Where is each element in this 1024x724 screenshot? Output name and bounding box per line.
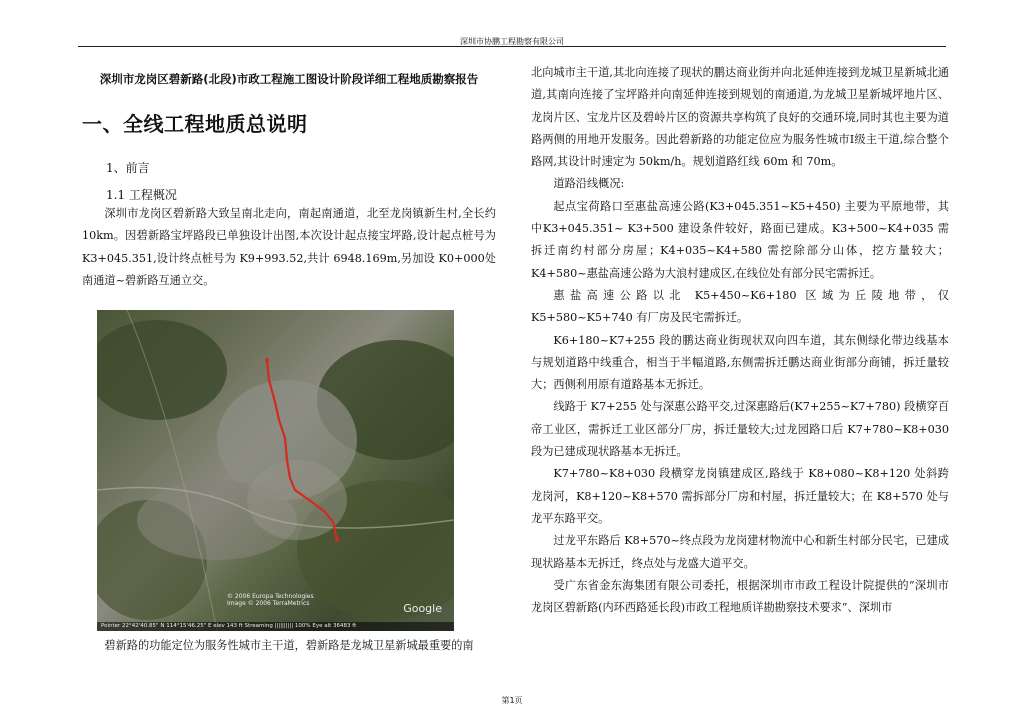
subheading-preface: 1、前言 [106,161,150,175]
paragraph-end-section: 过龙平东路后 K8+570~终点段为龙岗建材物流中心和新生村部分民宅，已建成现状路基本无拆迁，终点处与龙盛大道平交。 [531,534,949,570]
paragraph-overview: 深圳市龙岗区碧新路大致呈南北走向，南起南通道，北至龙岗镇新生村,全长约10km。因碧新路宝坪路段已单独设计出图,本次设计起点接宝坪路,设计起点桩号为 K3+045.351,设计终点桩号为 K9+993.52,共计 6948.169m,另加设 K0+000处南通道~碧新路互通立交。 [82,207,496,287]
header-company: 深圳市协鹏工程勘察有限公司 [460,37,564,46]
paragraph-route-intro: 道路沿线概况: [553,177,625,191]
paragraph-longgang-river: K7+780~K8+030 段横穿龙岗镇建成区,路线于 K8+080~K8+120 处斜跨龙岗河，K8+120~K8+570 需拆部分厂房和村屋，拆迁量较大；在 K8+570 处与龙平东路平交。 [531,467,949,525]
map-caption: 碧新路的功能定位为服务性城市主干道，碧新路是龙城卫星新城最重要的南 [104,639,474,653]
section-heading: 一、全线工程地质总说明 [82,112,308,136]
report-title: 深圳市龙岗区碧新路(北段)市政工程施工图设计阶段详细工程地质勘察报告 [99,72,479,86]
paragraph-start-section: 起点宝荷路口至惠盐高速公路(K3+045.351~K5+450) 主要为平原地带，其中K3+045.351~ K3+500 建设条件较好，路面已建成。K3+500~K4+035 需拆迁南约村部分房屋；K4+035~K4+580 需挖除部分山体，挖方量较大；K4+580~惠盐高速公路为大浪村建成区,在线位处有部分民宅需拆迁。 [531,199,949,280]
satellite-route-map [97,310,454,631]
header-divider [78,46,946,47]
paragraph-shenhui-crossing: 线路于 K7+255 处与深惠公路平交,过深惠路后(K7+255~K7+780) 段横穿百帝工业区，需拆迁工业区部分厂房，拆迁量较大;过龙园路口后 K7+780~K8+030 段为已建成现状路基本无拆迁。 [531,400,949,459]
page-number: 第1页 [501,696,523,705]
map-status-bar: Pointer 22°42'40.85" N 114°15'46.25" E elev 143 ft Streaming |||||||||| 100% Eye alt 36483 ft [97,622,454,631]
subheading-project-overview: 1.1 工程概况 [106,188,177,202]
right-column [531,62,949,619]
paragraph-commission: 受广东省金东海集团有限公司委托，根据深圳市市政工程设计院提供的“深圳市龙岗区碧新路(内环西路延长段)市政工程地质详勘勘察技术要求”、深圳市 [531,578,949,615]
map-graphics [97,310,454,631]
google-logo: Google [403,602,442,616]
paragraph-pengda-street: K6+180~K7+255 段的鹏达商业街现状双向四车道，其东侧绿化带边线基本与规划道路中线重合，相当于半幅道路,东侧需拆迁鹏达商业街部分商铺，拆迁量较大；西侧利用原有道路基本无拆迁。 [531,333,949,392]
paragraph-hilly-section: 惠盐高速公路以北 K5+450~K6+180 区域为丘陵地带，仅 K5+580~K5+740 有厂房及民宅需拆迁。 [531,288,949,325]
left-column [82,62,496,657]
route-end-marker [335,538,339,542]
paragraph-function: 北向城市主干道,其北向连接了现状的鹏达商业街并向北延伸连接到龙城卫星新城北通道,其南向连接了宝坪路并向南延伸连接到规划的南通道,为龙城卫星新城坪地片区、龙岗片区、宝龙片区及碧岭片区的资源共享构筑了良好的交通环境,同时其也主要为道路两侧的用地开发服务。因此碧新路的功能定位应为服务性城市Ⅰ级主干道,综合整个路网,其设计时速定为 50km/h。规划道路红线 60m 和 70m。 [531,66,949,169]
route-start-marker [265,358,269,362]
map-copyright: © 2006 Europa Technologies Image © 2006 TerraMetrics [227,593,314,608]
